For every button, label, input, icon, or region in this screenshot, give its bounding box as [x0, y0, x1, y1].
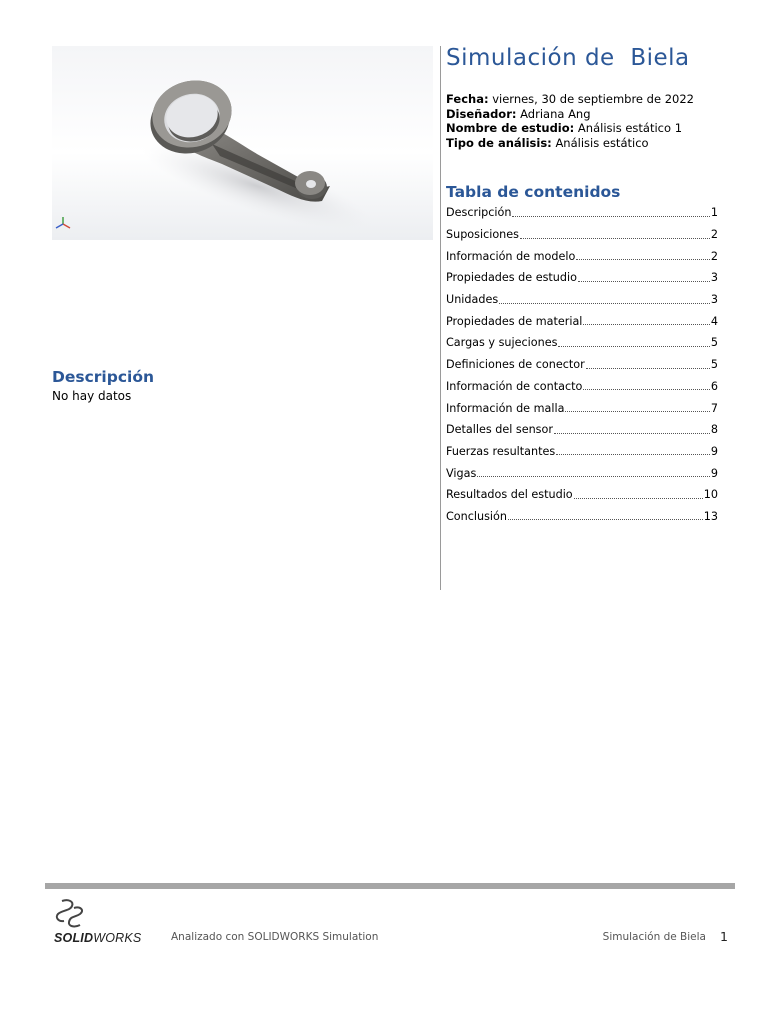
toc-item-page: 3 [710, 271, 718, 285]
footer-doc-title: Simulación de Biela [602, 931, 706, 943]
toc-item-page: 7 [710, 401, 718, 415]
toc-item-page: 4 [710, 314, 718, 328]
toc-item[interactable] [446, 506, 718, 528]
meta-label: Fecha: [446, 92, 489, 106]
column-divider [440, 46, 441, 590]
toc-item-label: Suposiciones [446, 228, 519, 242]
toc-leader-dots [578, 281, 710, 282]
toc-item[interactable] [446, 397, 718, 419]
toc-item-page: 5 [710, 358, 718, 372]
toc-item-page: 5 [710, 336, 718, 350]
toc-item-page: 9 [710, 466, 718, 480]
toc-item-label: Propiedades de estudio [446, 271, 577, 285]
model-preview-image [52, 46, 433, 240]
meta-value: Análisis estático [555, 135, 649, 150]
toc-item-label: Vigas [446, 466, 477, 480]
toc-item-label: Unidades [446, 293, 499, 307]
toc-leader-dots [576, 259, 710, 260]
toc-item-label: Información de modelo [446, 249, 576, 263]
toc-leader-dots [583, 389, 710, 390]
toc-item[interactable] [446, 310, 718, 332]
logo-text-works: WORKS [93, 931, 142, 945]
meta-label: Diseñador: [446, 106, 517, 121]
toc-item-page: 8 [710, 423, 718, 437]
toc-item-page: 6 [710, 379, 718, 393]
meta-value: Adriana Ang [520, 106, 591, 121]
meta-designer [446, 107, 694, 122]
toc-item-label: Cargas y sujeciones [446, 336, 558, 350]
toc-leader-dots [508, 519, 703, 520]
toc-leader-dots [556, 454, 710, 455]
meta-analysis-type [446, 136, 694, 151]
meta-label: Nombre de estudio: [446, 121, 575, 135]
description-heading: Descripción [52, 368, 155, 386]
toc-item[interactable] [446, 245, 718, 267]
footer-rule [45, 883, 735, 889]
toc-leader-dots [574, 498, 703, 499]
meta-study-name [446, 121, 694, 136]
toc-item-label: Resultados del estudio [446, 488, 573, 502]
toc-leader-dots [477, 476, 710, 477]
toc-item-label: Información de contacto [446, 379, 583, 393]
toc-leader-dots [512, 216, 709, 217]
toc-leader-dots [499, 303, 710, 304]
toc-item-label: Detalles del sensor [446, 423, 553, 437]
toc-item-label: Definiciones de conector [446, 358, 585, 372]
description-text: No hay datos [52, 389, 132, 403]
toc-leader-dots [565, 411, 709, 412]
toc-leader-dots [558, 346, 709, 347]
toc-item-label: Conclusión [446, 509, 507, 523]
toc-leader-dots [583, 324, 709, 325]
meta-value: viernes, 30 de septiembre de 2022 [492, 92, 694, 106]
toc-item-page: 1 [710, 206, 718, 220]
toc-item-page: 13 [703, 509, 718, 523]
toc-item-page: 9 [710, 444, 718, 458]
meta-value: Análisis estático 1 [577, 121, 683, 135]
toc-heading: Tabla de contenidos [446, 183, 621, 201]
toc-item[interactable] [446, 267, 718, 289]
toc-item[interactable] [446, 332, 718, 354]
toc-leader-dots [586, 368, 710, 369]
toc-item-page: 2 [710, 228, 718, 242]
toc-leader-dots [554, 433, 710, 434]
document-title: Simulación de Biela [446, 45, 690, 71]
coordinate-triad-icon [55, 216, 71, 230]
toc-leader-dots [520, 238, 710, 239]
toc-item-page: 10 [703, 488, 718, 502]
toc-item[interactable] [446, 289, 718, 311]
table-of-contents [446, 202, 718, 527]
toc-item[interactable] [446, 484, 718, 506]
toc-item[interactable] [446, 354, 718, 376]
toc-item-page: 2 [710, 249, 718, 263]
meta-date [446, 92, 694, 107]
toc-item[interactable] [446, 224, 718, 246]
toc-item[interactable] [446, 462, 718, 484]
toc-item-label: Información de malla [446, 401, 565, 415]
document-metadata [446, 92, 694, 150]
toc-item[interactable] [446, 441, 718, 463]
toc-item-label: Descripción [446, 206, 512, 220]
logo-text-solid: SOLID [54, 931, 94, 945]
toc-item-page: 3 [710, 293, 718, 307]
ds-logo-icon [52, 898, 86, 930]
toc-item[interactable] [446, 376, 718, 398]
footer-analyzed-text: Analizado con SOLIDWORKS Simulation [171, 931, 379, 943]
meta-label: Tipo de análisis: [446, 135, 552, 150]
toc-item[interactable] [446, 419, 718, 441]
toc-item-label: Fuerzas resultantes [446, 444, 556, 458]
toc-item[interactable] [446, 202, 718, 224]
footer-page-number: 1 [720, 929, 728, 944]
toc-item-label: Propiedades de material [446, 314, 583, 328]
